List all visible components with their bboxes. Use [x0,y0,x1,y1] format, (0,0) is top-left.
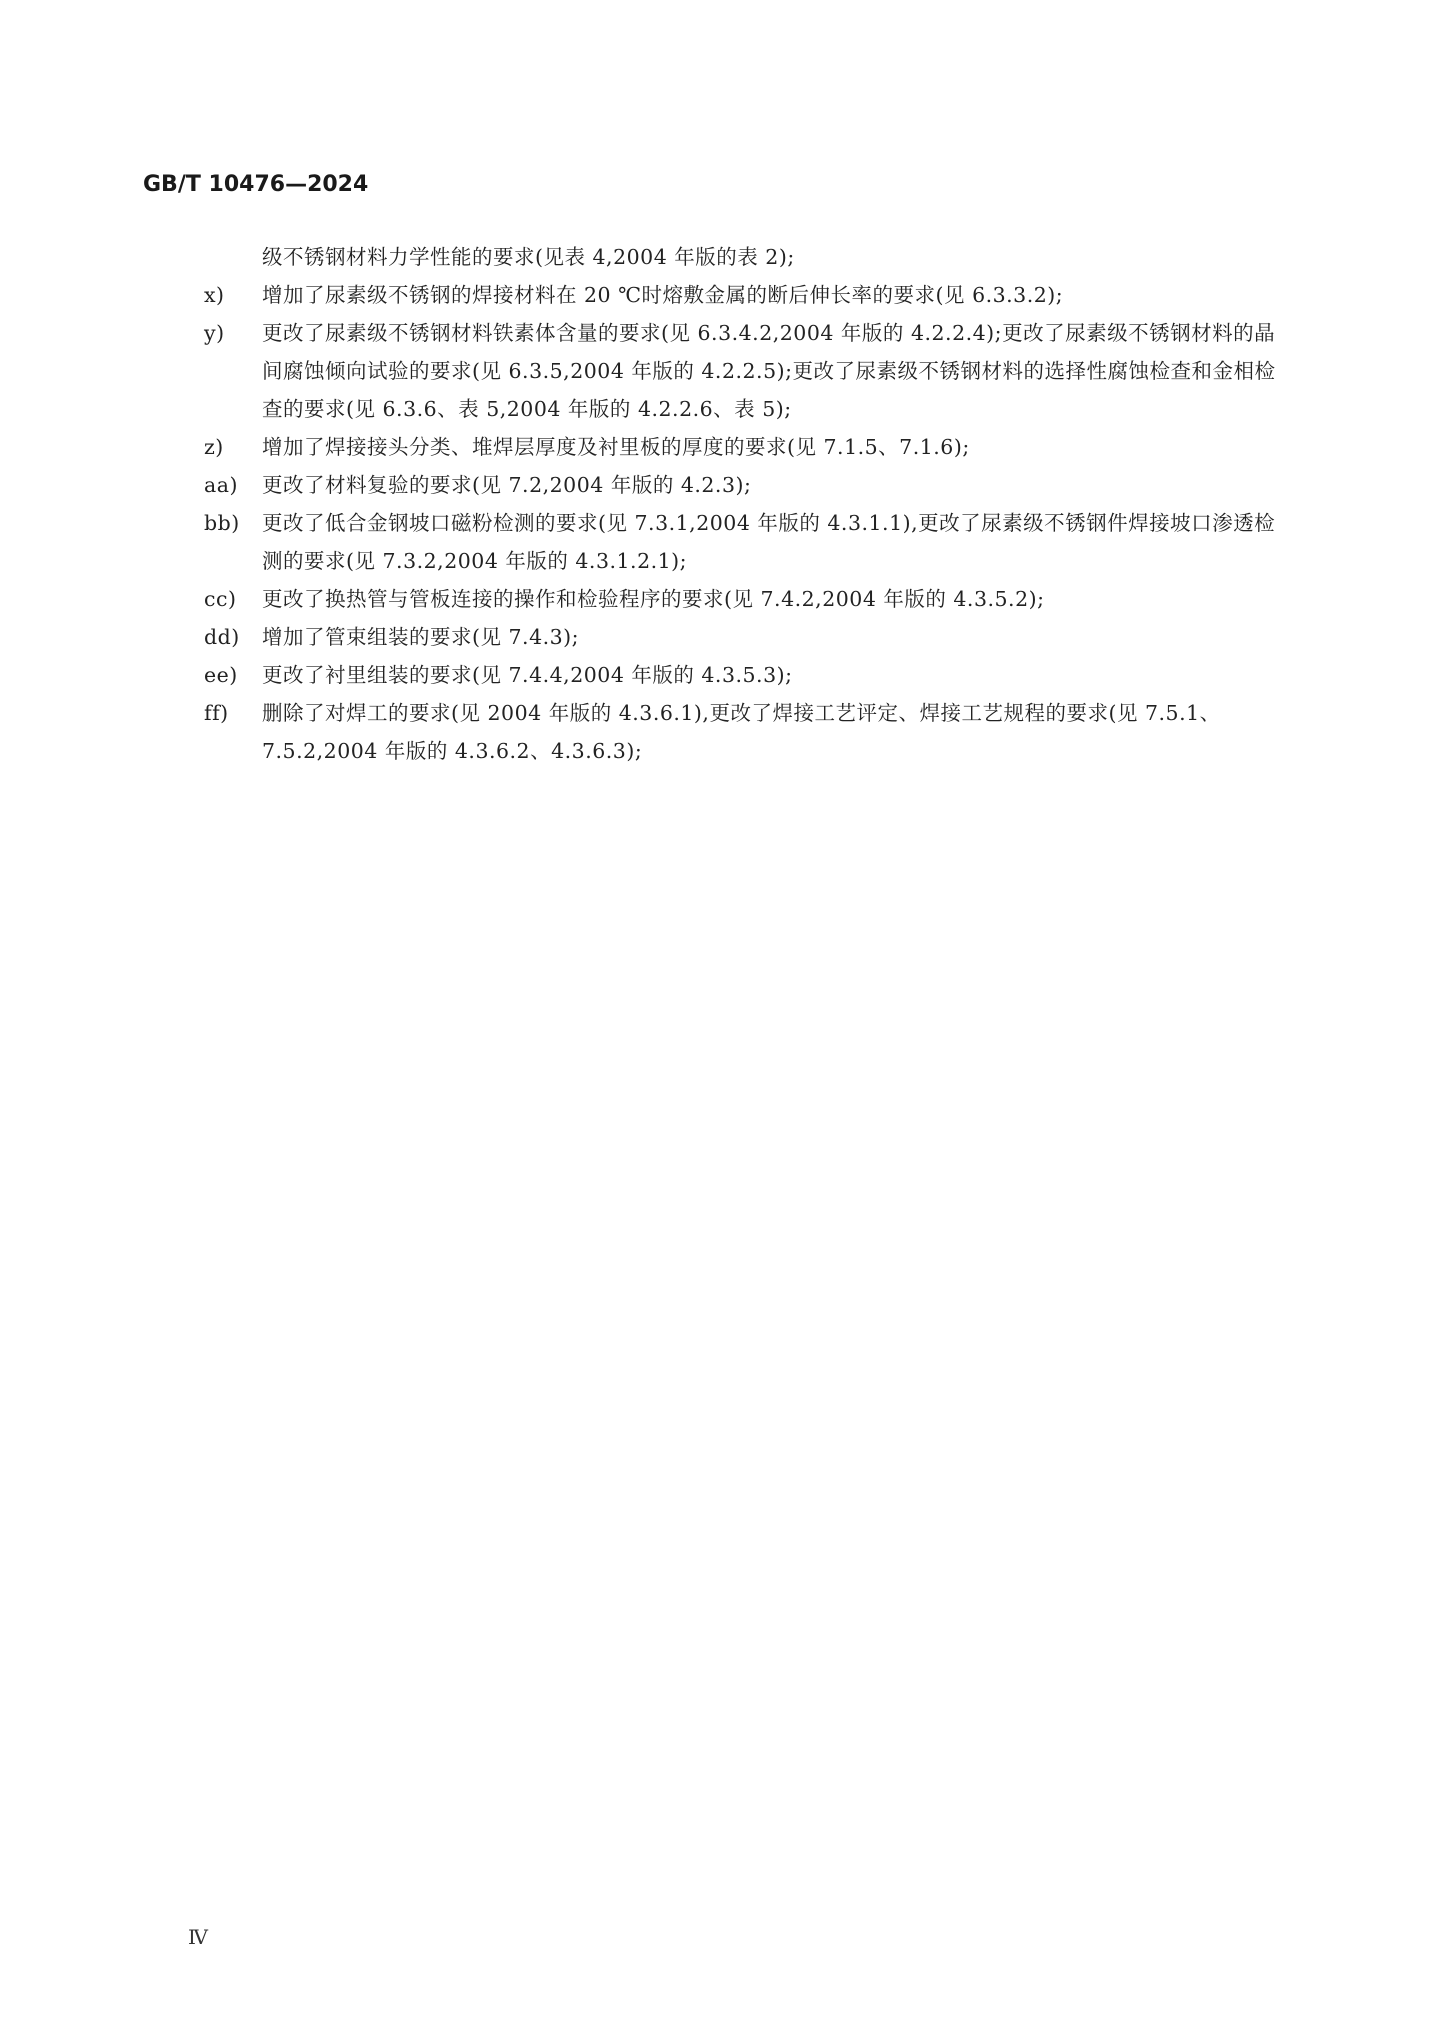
item-mark: ee) [204,663,238,687]
list-item [204,238,1284,276]
item-mark: x) [204,283,225,307]
item-mark: dd) [204,625,240,649]
item-text: 更改了低合金钢坡口磁粉检测的要求(见 7.3.1,2004 年版的 4.3.1.1),更改了尿素级不锈钢件焊接坡口渗透检测的要求(见 7.3.2,2004 年版的 4.3.1.2.1); [262,511,1276,573]
item-mark: cc) [204,587,237,611]
item-mark: ff) [204,701,229,725]
list-item [204,466,1284,504]
item-mark: bb) [204,511,240,535]
standard-code-header: GB/T 10476—2024 [143,172,369,197]
item-text: 删除了对焊工的要求(见 2004 年版的 4.3.6.1),更改了焊接工艺评定、焊接工艺规程的要求(见 7.5.1、7.5.2,2004 年版的 4.3.6.2、4.3.6.3); [262,701,1221,763]
item-mark: z) [204,435,224,459]
list-item [204,504,1284,580]
item-text: 更改了材料复验的要求(见 7.2,2004 年版的 4.2.3); [262,473,752,497]
page-number: Ⅳ [188,1925,208,1949]
item-text: 更改了衬里组装的要求(见 7.4.4,2004 年版的 4.3.5.3); [262,663,793,687]
list-item [204,428,1284,466]
item-mark: aa) [204,473,238,497]
item-text: 更改了换热管与管板连接的操作和检验程序的要求(见 7.4.2,2004 年版的 4.3.5.2); [262,587,1045,611]
item-text: 更改了尿素级不锈钢材料铁素体含量的要求(见 6.3.4.2,2004 年版的 4.2.2.4);更改了尿素级不锈钢材料的晶间腐蚀倾向试验的要求(见 6.3.5,2004 年版的 4.2.2.5);更改了尿素级不锈钢材料的选择性腐蚀检查和金相检查的要求(见 6.3.6、表 5,2004 年版的 4.2.2.6、表 5); [262,321,1276,421]
change-list [204,238,1284,770]
item-text: 级不锈钢材料力学性能的要求(见表 4,2004 年版的表 2); [262,245,795,269]
list-item [204,580,1284,618]
list-item [204,314,1284,428]
list-item [204,276,1284,314]
item-text: 增加了管束组装的要求(见 7.4.3); [262,625,580,649]
item-text: 增加了焊接接头分类、堆焊层厚度及衬里板的厚度的要求(见 7.1.5、7.1.6); [262,435,970,459]
item-mark: y) [204,321,225,345]
list-item [204,656,1284,694]
item-text: 增加了尿素级不锈钢的焊接材料在 20 ℃时熔敷金属的断后伸长率的要求(见 6.3.3.2); [262,283,1064,307]
list-item [204,618,1284,656]
list-item [204,694,1284,770]
